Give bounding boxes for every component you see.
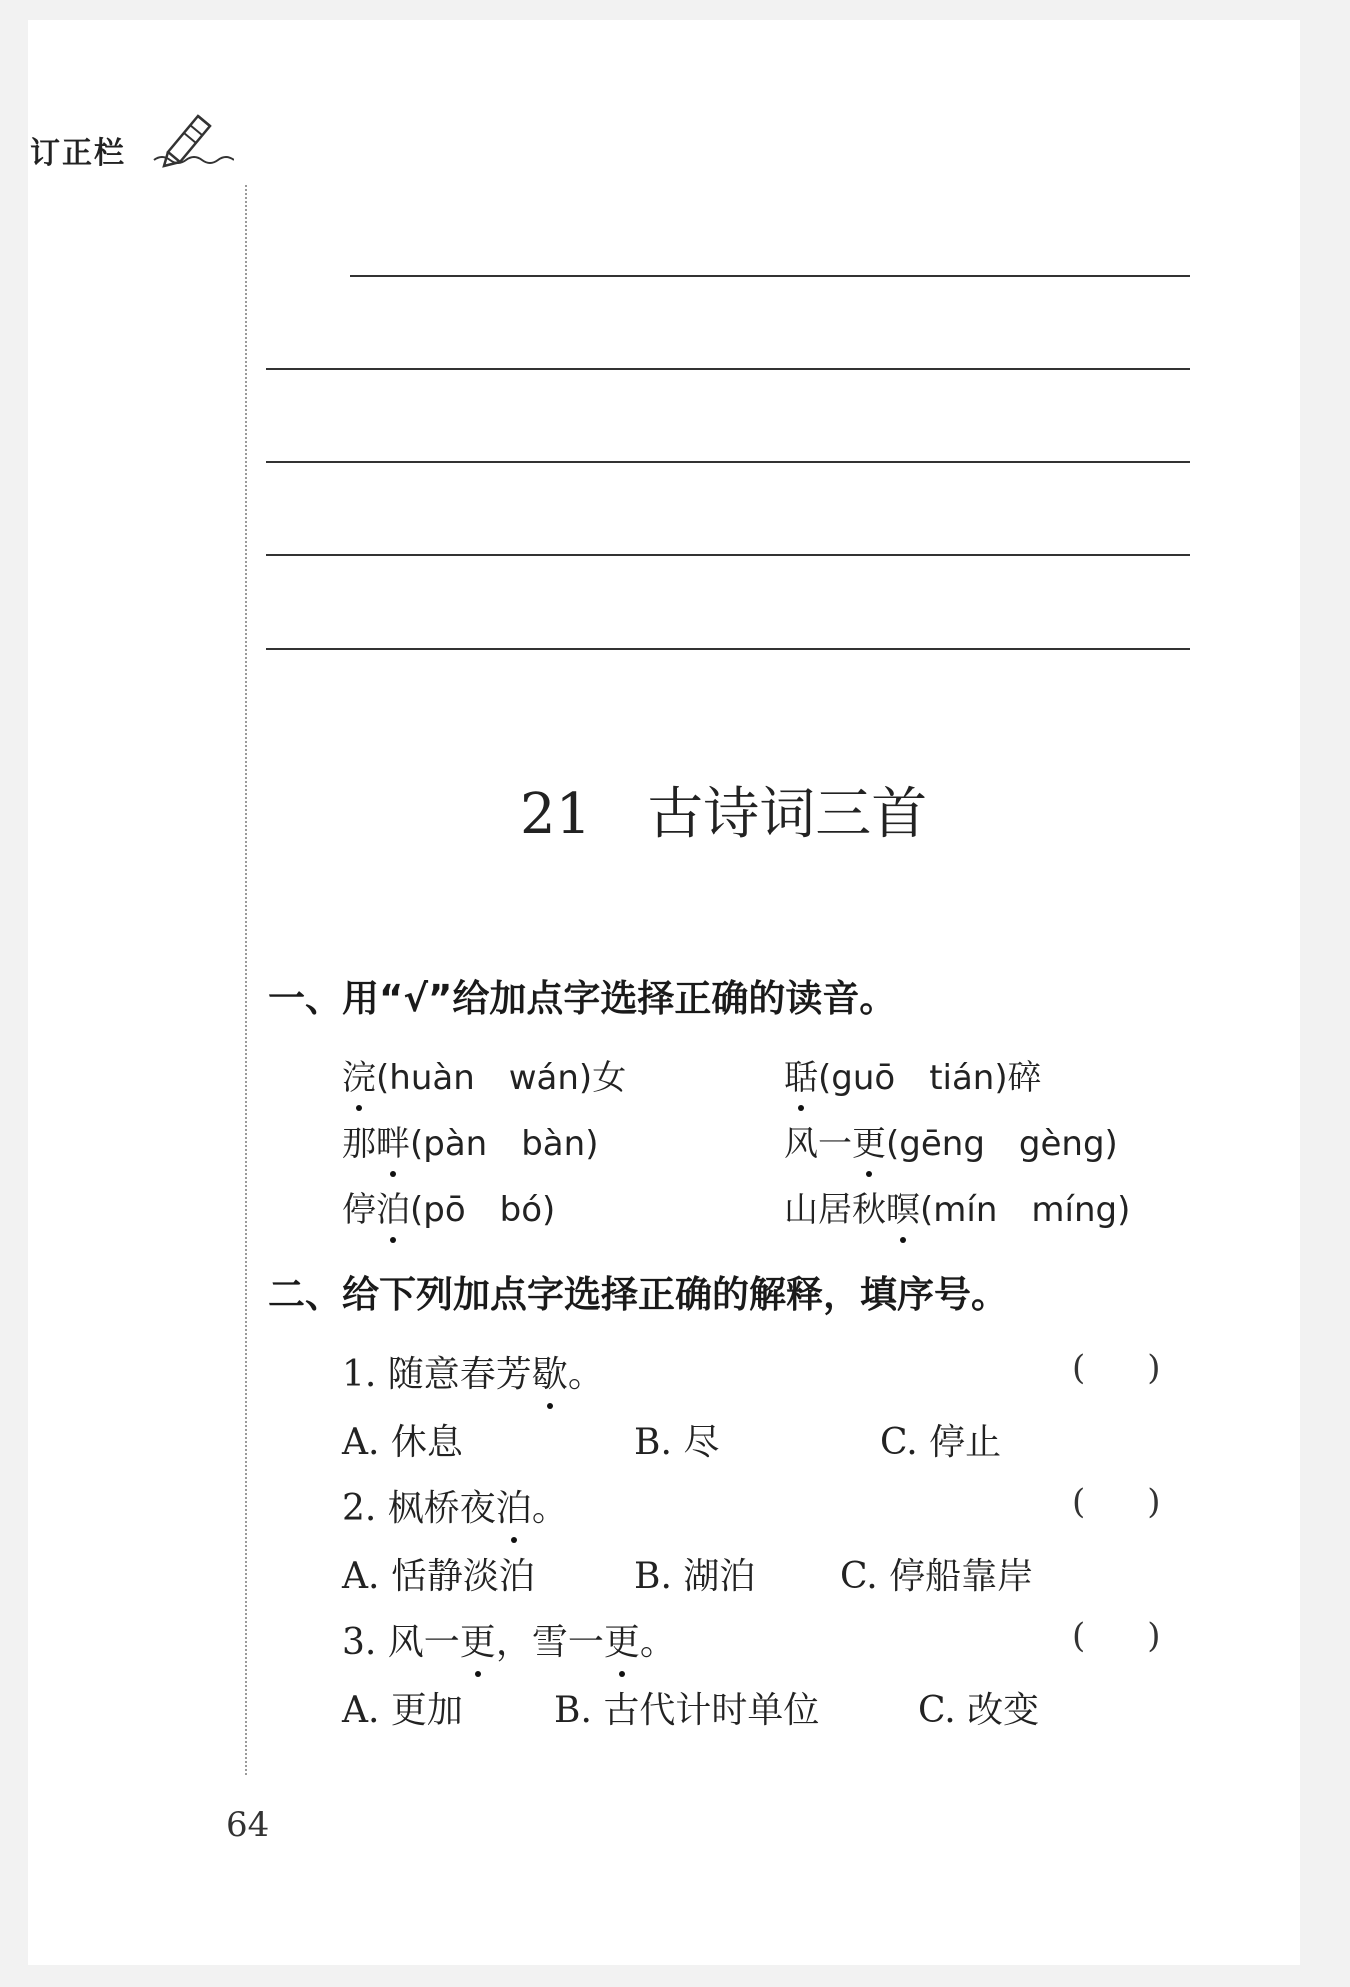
question-3-text: 3. 风一更，雪一更。 — [342, 1614, 676, 1665]
pencil-icon — [150, 108, 234, 168]
chapter-name: 古诗词三首 — [647, 782, 928, 847]
answer-blank[interactable]: ( ) — [1072, 1616, 1161, 1656]
binding-margin-dotted-line — [245, 185, 247, 1775]
section-1-heading: 一、用“√”给加点字选择正确的读音。 — [268, 977, 897, 1020]
question-2-text: 2. 枫桥夜泊。 — [342, 1480, 568, 1531]
correction-column-label: 订正栏 — [30, 136, 126, 171]
pinyin-item: 聒(guō tián)碎 — [784, 1050, 1042, 1099]
option-a: A. 休息 — [342, 1422, 463, 1463]
option-a: A. 更加 — [342, 1690, 463, 1731]
pinyin-item: 停泊(pō bó) — [342, 1182, 555, 1231]
chapter-title — [520, 770, 927, 850]
option-c: C. 停止 — [880, 1422, 1002, 1463]
option-b: B. 湖泊 — [634, 1556, 756, 1597]
pinyin-item: 风一更(gēng gèng) — [784, 1116, 1118, 1165]
answer-blank[interactable]: ( ) — [1072, 1482, 1161, 1522]
option-b: B. 尽 — [634, 1422, 720, 1463]
page-number: 64 — [226, 1805, 270, 1845]
pinyin-item: 那畔(pàn bàn) — [342, 1116, 598, 1165]
option-c: C. 改变 — [918, 1690, 1040, 1731]
correction-writing-line — [266, 461, 1190, 463]
correction-writing-line — [350, 275, 1190, 277]
option-a: A. 恬静淡泊 — [342, 1556, 535, 1597]
option-b: B. 古代计时单位 — [554, 1690, 820, 1731]
section-2-heading: 二、给下列加点字选择正确的解释，填序号。 — [268, 1273, 1008, 1316]
option-c: C. 停船靠岸 — [840, 1556, 1034, 1597]
chapter-number: 21 — [520, 782, 592, 847]
correction-writing-line — [266, 368, 1190, 370]
question-1-text: 1. 随意春芳歇。 — [342, 1346, 604, 1397]
answer-blank[interactable]: ( ) — [1072, 1348, 1161, 1388]
pinyin-item: 山居秋暝(mín míng) — [784, 1182, 1130, 1231]
pinyin-item: 浣(huàn wán)女 — [342, 1050, 626, 1099]
correction-writing-line — [266, 554, 1190, 556]
correction-writing-line — [266, 648, 1190, 650]
